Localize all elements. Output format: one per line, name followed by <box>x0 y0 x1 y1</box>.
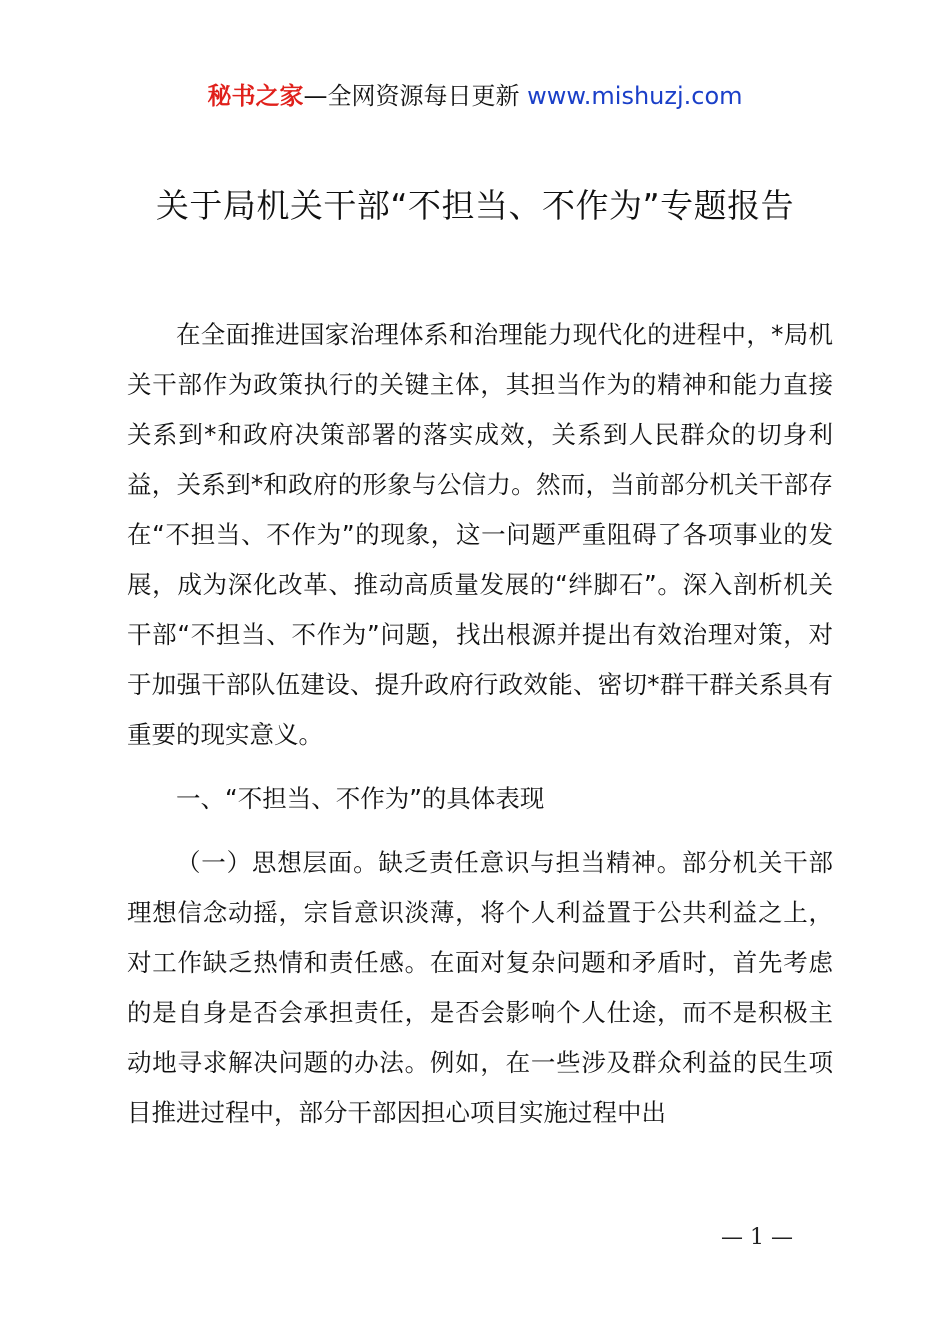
site-brand: 秘书之家 <box>207 82 304 110</box>
site-header <box>0 78 950 114</box>
document-title: 关于局机关干部“不担当、不作为”专题报告 <box>155 186 795 225</box>
page-number: — 1 — <box>721 1225 793 1250</box>
document-body <box>127 310 833 1138</box>
site-url-link[interactable]: www.mishuzj.com <box>527 82 743 110</box>
intro-paragraph: 在全面推进国家治理体系和治理能力现代化的进程中，*局机关干部作为政策执行的关键主体，其担当作为的精神和能力直接关系到*和政府决策部署的落实成效，关系到人民群众的切身利益，关系到*和政府的形象与公信力。然而，当前部分机关干部存在“不担当、不作为”的现象，这一问题严重阻碍了各项事业的发展，成为深化改革、推动高质量发展的“绊脚石”。深入剖析机关干部“不担当、不作为”问题，找出根源并提出有效治理对策，对于加强干部队伍建设、提升政府行政效能、密切*群干群关系具有重要的现实意义。 <box>127 320 833 749</box>
section-heading: 一、“不担当、不作为”的具体表现 <box>176 784 545 813</box>
site-tagline: —全网资源每日更新 <box>303 82 520 110</box>
section-paragraph: （一）思想层面。缺乏责任意识与担当精神。部分机关干部理想信念动摇，宗旨意识淡薄，将个人利益置于公共利益之上，对工作缺乏热情和责任感。在面对复杂问题和矛盾时，首先考虑的是自身是否会承担责任，是否会影响个人仕途，而不是积极主动地寻求解决问题的办法。例如，在一些涉及群众利益的民生项目推进过程中，部分干部因担心项目实施过程中出 <box>127 848 833 1127</box>
